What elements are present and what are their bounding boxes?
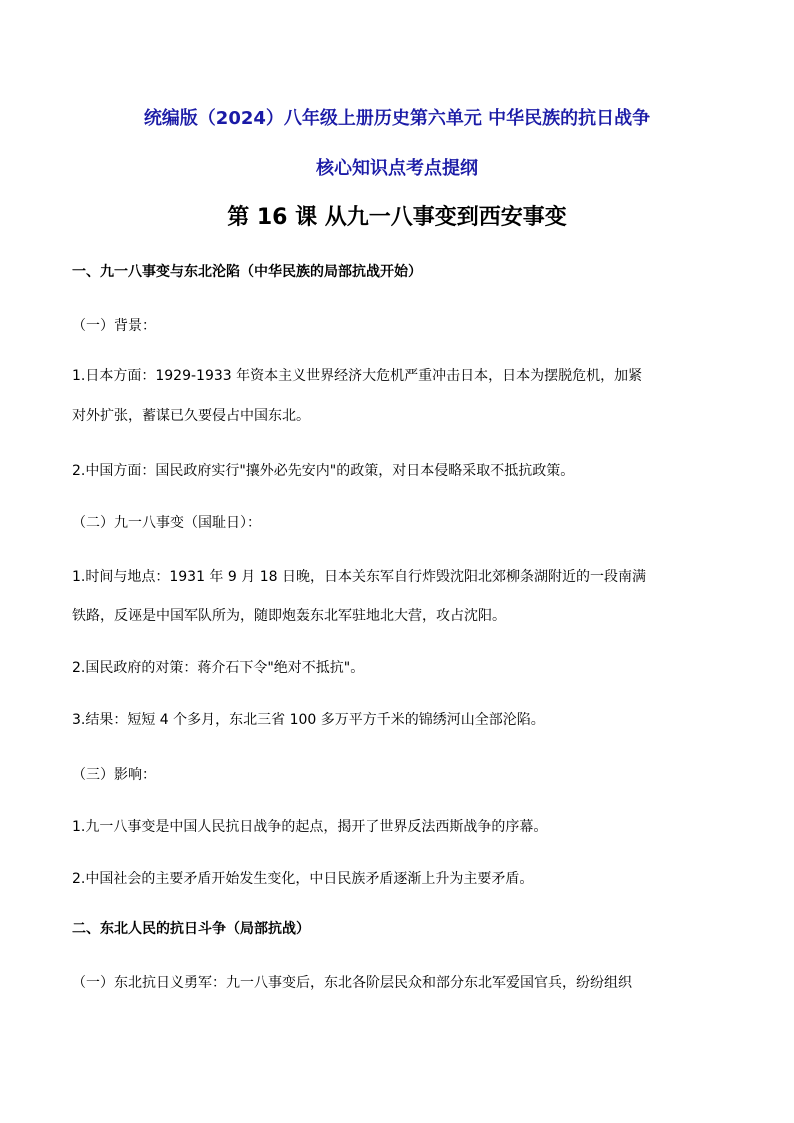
section-heading-2: 二、东北人民的抗日斗争（局部抗战） (72, 921, 310, 937)
subsection-impact: （三）影响： (72, 767, 156, 783)
document-header-subtitle: 核心知识点考点提纲 (316, 158, 478, 179)
paragraph-time-place-cont: 铁路，反诬是中国军队所为，随即炮轰东北军驻地北大营，攻占沈阳。 (72, 608, 506, 624)
paragraph-time-place: 1.时间与地点：1931 年 9 月 18 日晚，日本关东军自行炸毁沈阳北郊柳条湖附近的一段南满 (72, 569, 646, 585)
lesson-title: 第 16 课 从九一八事变到西安事变 (227, 205, 567, 230)
paragraph-impact-1: 1.九一八事变是中国人民抗日战争的起点，揭开了世界反法西斯战争的序幕。 (72, 819, 548, 835)
document-header-title: 统编版（2024）八年级上册历史第六单元 中华民族的抗日战争 (143, 108, 651, 129)
subsection-background: （一）背景： (72, 318, 156, 334)
subsection-mukden-incident: （二）九一八事变（国耻日）： (72, 515, 261, 531)
paragraph-impact-2: 2.中国社会的主要矛盾开始发生变化，中日民族矛盾逐渐上升为主要矛盾。 (72, 871, 534, 887)
paragraph-volunteer-army: （一）东北抗日义勇军：九一八事变后，东北各阶层民众和部分东北军爱国官兵，纷纷组织 (72, 975, 632, 991)
section-heading-1: 一、九一八事变与东北沦陷（中华民族的局部抗战开始） (72, 264, 422, 280)
paragraph-government-response: 2.国民政府的对策：蒋介石下令"绝对不抵抗"。 (72, 660, 365, 676)
paragraph-result: 3.结果：短短 4 个多月，东北三省 100 多万平方千米的锦绣河山全部沦陷。 (72, 712, 545, 728)
paragraph-japan-side: 1.日本方面：1929-1933 年资本主义世界经济大危机严重冲击日本，日本为摆脱危机，加紧 (72, 368, 643, 384)
paragraph-japan-side-cont: 对外扩张，蓄谋已久要侵占中国东北。 (72, 408, 310, 424)
paragraph-china-side: 2.中国方面：国民政府实行"攘外必先安内"的政策，对日本侵略采取不抵抗政策。 (72, 463, 575, 479)
